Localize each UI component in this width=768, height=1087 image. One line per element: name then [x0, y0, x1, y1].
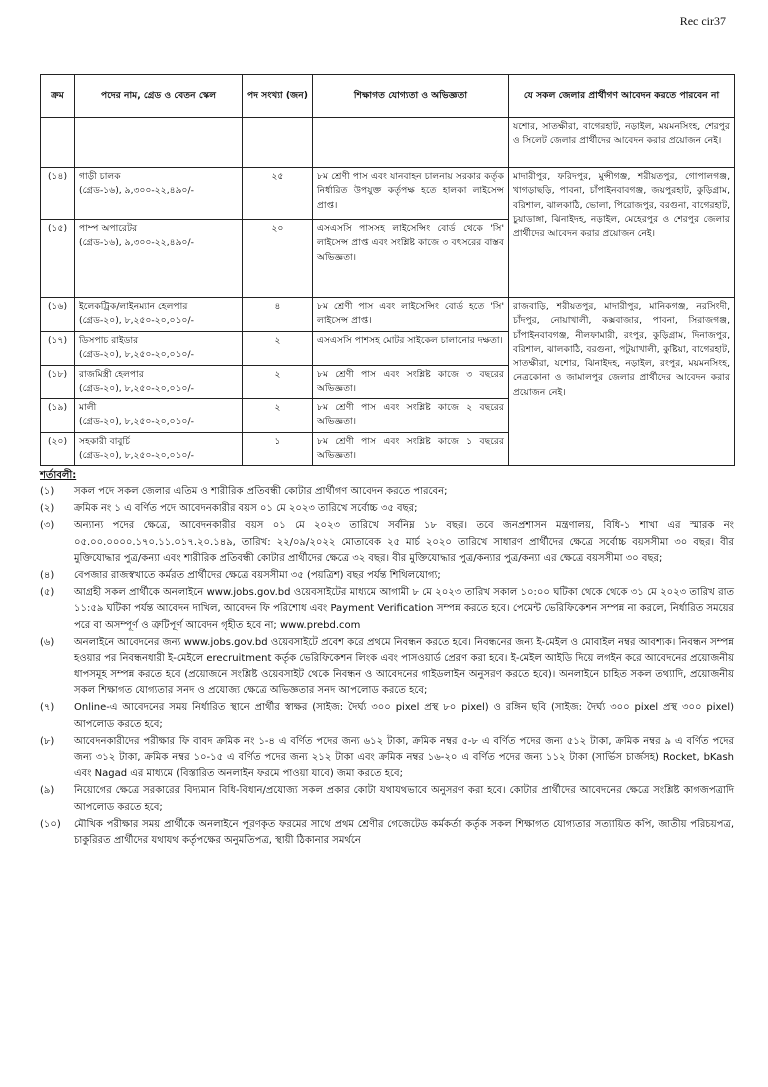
term-text: নিয়োগের ক্ষেত্রে সরকারের বিদ্যমান বিধি-বিধান/প্রযোজ্য সকল প্রকার কোটা যথাযথভাবে অনুসরণ করা হবে। কোটার প্রার্থীদের আবেদনের ক্ষেত্রে সংশ্লিষ্ট কাগজপত্রাদি আপলোড করতে হবে;	[74, 785, 734, 813]
header-count: পদ সংখ্যা (জন)	[243, 75, 313, 118]
term-text: আবেদনকারীদের পরীক্ষার ফি বাবদ ক্রমিক নং ১-৪ এ বর্ণিত পদের জন্য ৬১২ টাকা, ক্রমিক নম্বর ৫-৮ এ বর্ণিত পদের জন্য ৫১২ টাকা, ক্রমিক নম্বর ৯ এ বর্ণিত পদের জন্য ৩১২ টাকা, ক্রমিক নম্বর ১০-১৫ এ বর্ণিত পদের জন্য ২১২ টাকা এবং ক্রমিক নম্বর ১৬-২০ এ বর্ণিত পদের জন্য ১১২ টাকা (সার্ভিস চার্জসহ) Rocket, bKash এবং Nagad এর মাধ্যমে (বিস্তারিত অনলাইন ফরমে পাওয়া যাবে) জমা করতে হবে;	[74, 735, 734, 780]
term-text: মৌখিক পরীক্ষার সময় প্রার্থীকে অনলাইনে পূরণকৃত ফরমের সাথে প্রথম শ্রেণীর গেজেটেড কর্মকর্তা কর্তৃক সকল শিক্ষাগত যোগ্যতার সত্যায়িত কপি, জাতীয় পরিচয়পত্র, চাকুরিরত প্রার্থীদের যথাযথ কর্তৃপক্ষের অনুমতিপত্র, স্থায়ী ঠিকানার সমর্থনে	[74, 818, 734, 846]
cell-count: ২৫	[243, 168, 313, 220]
cell-qualification: ৮ম শ্রেণী পাস এবং সংশ্লিষ্ট কাজে ৩ বছরের অভিজ্ঞতা।	[313, 365, 509, 399]
post-name: ডিসপাচ রাইডার	[79, 335, 139, 346]
cell-empty	[313, 118, 509, 168]
cell-qualification: এসএসসি পাশসহ মোটর সাইকেল চালানোর দক্ষতা।	[313, 332, 509, 366]
term-text: অনলাইনে আবেদনের জন্য www.jobs.gov.bd ওয়েবসাইটে প্রবেশ করে প্রথমে নিবন্ধন করতে হবে। নিবন্ধনের জন্য ই-মেইল ও মোবাইল নম্বর আবশ্যক। নিবন্ধন সম্পন্ন হওয়ার পর নিবন্ধনধারী ই-মেইলে erecruitment কর্তৃক ভেরিফিকেশন লিংক এবং পাসওয়ার্ড প্রেরণ করা হবে। ই-মেইল আইডি দিয়ে লগইন করে আবেদনের প্রয়োজনীয় ধাপসমূহ সম্পন্ন করতে হবে (প্রয়োজনে সংশ্লিষ্ট ওয়েবসাইট থেকে নিবন্ধন ও আবেদনের গাইডলাইন অনুসরণ করতে হবে)। অনলাইনে চাহিত সকল তথ্যাদি, প্রয়োজনীয় সকল শিক্ষাগত যোগ্যতার সনদ ও প্রযোজ্য ক্ষেত্রে অভিজ্ঞতার সনদ আপলোড করতে হবে;	[74, 636, 734, 697]
terms-title: শর্তাবলী:	[40, 470, 77, 481]
term-text: বেপজার রাজস্বখাতে কর্মরত প্রার্থীদের ক্ষেত্রে বয়সসীমা ৩৫ (পয়ত্রিশ) বছর পর্যন্ত শিথিলযোগ্য;	[74, 569, 441, 581]
term-item	[40, 734, 734, 783]
term-text: সকল পদে সকল জেলার এতিম ও শারীরিক প্রতিবন্ধী কোটার প্রার্থীগণ আবেদন করতে পারবেন;	[74, 486, 448, 497]
cell-count: ২	[243, 399, 313, 433]
term-item	[40, 501, 734, 517]
cell-post	[75, 298, 243, 332]
post-name: পাম্প অপারেটর	[79, 223, 138, 234]
table-row	[41, 168, 735, 220]
cell-serial: (১৭)	[41, 332, 75, 366]
header-post: পদের নাম, গ্রেড ও বেতন স্কেল	[75, 75, 243, 118]
post-pay-scale: (গ্রেড-২০), ৮,২৫০-২০,০১০/-	[79, 416, 194, 428]
term-text: Online-এ আবেদনের সময় নির্ধারিত স্থানে প্রার্থীর স্বাক্ষর (সাইজ: দৈর্ঘ্য ৩০০ pixel প্রস্থ ৮০ pixel) ও রঙ্গিন ছবি (সাইজ: দৈর্ঘ্য ৩০০ pixel প্রস্থ ৩০০ pixel) আপলোড করতে হবে;	[74, 702, 734, 730]
cell-count: ২	[243, 365, 313, 399]
cell-empty	[75, 118, 243, 168]
term-number: (১)	[40, 486, 55, 497]
document-reference: Rec cir37	[679, 14, 726, 28]
cell-count: ৪	[243, 298, 313, 332]
term-item	[40, 700, 734, 732]
cell-serial: (১৫)	[41, 220, 75, 298]
cell-post	[75, 168, 243, 220]
term-number: (৮)	[40, 735, 55, 747]
post-pay-scale: (গ্রেড-১৬), ৯,৩০০-২২,৪৯০/-	[79, 185, 194, 197]
cell-qualification: ৮ম শ্রেণী পাস এবং সংশ্লিষ্ট কাজে ১ বছরের অভিজ্ঞতা।	[313, 432, 509, 466]
term-text: আগ্রহী সকল প্রার্থীকে অনলাইনে www.jobs.gov.bd ওয়েবসাইটের মাধ্যমে আগামী ৮ মে ২০২৩ তারিখ সকাল ১০:০০ ঘটিকা থেকে থেকে ৩১ মে ২০২৩ তারিখ রাত ১১:৫৯ ঘটিকা পর্যন্ত আবেদন দাখিল, আবেদন ফি পরিশোধ এবং Payment Verification সম্পন্ন করতে হবে। পেমেন্ট ভেরিফিকেশন সম্পন্ন না করলে, নির্ধারিত সময়ের পরে বা অসম্পূর্ণ ও ত্রুটিপূর্ণ আবেদন গৃহীত হবে না; www.prebd.com	[74, 587, 734, 631]
cell-post	[75, 332, 243, 366]
cell-serial: (১৯)	[41, 399, 75, 433]
cell-count: ১	[243, 432, 313, 466]
post-pay-scale: (গ্রেড-২০), ৮,২৫০-২০,০১০/-	[79, 382, 194, 394]
cell-serial: (২০)	[41, 432, 75, 466]
cell-serial: (১৮)	[41, 365, 75, 399]
post-name: রাজমিস্ত্রী হেলপার	[79, 368, 144, 380]
term-text: ক্রমিক নং ১ এ বর্ণিত পদে আবেদনকারীর বয়স ০১ মে ২০২৩ তারিখে সর্বোচ্চ ৩৫ বছর;	[74, 503, 418, 515]
term-number: (৯)	[40, 785, 55, 797]
cell-districts-group-1: মাদারীপুর, ফরিদপুর, মুন্সীগঞ্জ, শরীয়তপুর, গোপালগঞ্জ, খাগড়াছড়ি, পাবনা, চাঁপাইনবাবগঞ্জ, জয়পুরহাট, কুড়িগ্রাম, বরিশাল, ঝালকাঠি, ভোলা, পিরোজপুর, বরগুনা, বাগেরহাট, চুয়াডাঙ্গা, ঝিনাইদহ, নড়াইল, মেহেরপুর ও শেরপুর জেলার প্রার্থীদের আবেদন করার প্রয়োজন নেই।	[509, 168, 735, 298]
post-name: সহকারী বাবুর্চি	[79, 435, 131, 447]
header-qualification: শিক্ষাগত যোগ্যতা ও অভিজ্ঞতা	[313, 75, 509, 118]
table-row	[41, 118, 735, 168]
term-item	[40, 817, 734, 849]
term-item	[40, 568, 734, 584]
post-name: মালী	[79, 402, 97, 413]
cell-post	[75, 432, 243, 466]
term-item	[40, 635, 734, 700]
cell-empty	[243, 118, 313, 168]
cell-serial: (১৬)	[41, 298, 75, 332]
cell-count: ২	[243, 332, 313, 366]
term-number: (৪)	[40, 569, 55, 581]
cell-qualification: ৮ম শ্রেণী পাস এবং লাইসেন্সিং বোর্ড হতে 'সি' লাইসেন্স প্রাপ্ত।	[313, 298, 509, 332]
table-header-row	[41, 75, 735, 118]
cell-count: ২০	[243, 220, 313, 298]
post-pay-scale: (গ্রেড-২০), ৮,২৫০-২০,০১০/-	[79, 315, 194, 327]
post-pay-scale: (গ্রেড-১৬), ৯,৩০০-২২,৪৯০/-	[79, 237, 194, 249]
cell-post	[75, 365, 243, 399]
header-districts: যে সকল জেলার প্রার্থীগণ আবেদন করতে পারবেন না	[509, 75, 735, 118]
cell-serial: (১৪)	[41, 168, 75, 220]
post-pay-scale: (গ্রেড-২০), ৮,২৫০-২০,০১০/-	[79, 449, 194, 461]
cell-post	[75, 399, 243, 433]
job-table	[40, 74, 735, 466]
cell-post	[75, 220, 243, 298]
terms-list	[40, 484, 734, 850]
post-name: ইলেকট্রিক/লাইনম্যান হেলপার	[79, 301, 188, 312]
header-serial: ক্রম	[41, 75, 75, 118]
term-number: (২)	[40, 503, 55, 515]
term-item	[40, 484, 734, 500]
term-number: (১০)	[40, 818, 61, 830]
term-text: অন্যান্য পদের ক্ষেত্রে, আবেদনকারীর বয়স ০১ মে ২০২৩ তারিখে সর্বনিম্ন ১৮ বছর। তবে জনপ্রশাসন মন্ত্রণালয়, বিধি-১ শাখা এর স্মারক নং ০৫.০০.০০০০.১৭০.১১.০১৭.২০.১৪৯, তারিখ: ২২/০৯/২০২২ মোতাবেক ২৫ মার্চ ২০২০ তারিখে সাধারণ প্রার্থীদের ক্ষেত্রে সর্বোচ্চ বয়সসীমা ৩০ বছর। বীর মুক্তিযোদ্ধার পুত্র/কন্যা এবং শারীরিক প্রতিবন্ধী কোটার প্রার্থীদের ক্ষেত্রে ৩২ বছর। বীর মুক্তিযোদ্ধার পুত্র/কন্যার পুত্র/কন্যা এর ক্ষেত্রে বয়সসীমা ৩০ বছর;	[74, 520, 734, 564]
cell-qualification: এসএসসি পাসসহ লাইসেন্সিং বোর্ড থেকে 'সি' লাইসেন্স প্রাপ্ত এবং সংশ্লিষ্ট কাজে ৩ বৎসরের বাস্তব অভিজ্ঞতা।	[313, 220, 509, 298]
cell-qualification: ৮ম শ্রেণী পাস এবং সংশ্লিষ্ট কাজে ২ বছরের অভিজ্ঞতা।	[313, 399, 509, 433]
cell-districts-continued: যশোর, সাতক্ষীরা, বাগেরহাট, নড়াইল, ময়মনসিংহ, শেরপুর ও সিলেট জেলার প্রার্থীদের আবেদন করার প্রয়োজন নেই।	[509, 118, 735, 168]
post-name: গাড়ী চালক	[79, 171, 121, 182]
cell-districts-group-2: রাজবাড়ি, শরীয়তপুর, মাদারীপুর, মানিকগঞ্জ, নরসিংদী, চাঁদপুর, নোয়াখালী, কক্সবাজার, পাবনা, সিরাজগঞ্জ, চাঁপাইনবাবগঞ্জ, নীলফামারী, রংপুর, কুড়িগ্রাম, দিনাজপুর, বরিশাল, ঝালকাঠি, বরগুনা, পটুয়াখালী, কুষ্টিয়া, বাগেরহাট, সাতক্ষীরা, যশোর, ঝিনাইদহ, নড়াইল, রংপুর, ময়মনসিংহ, নেত্রকোনা ও জামালপুর জেলার প্রার্থীদের আবেদন করার প্রয়োজন নেই।	[509, 298, 735, 466]
table-row	[41, 298, 735, 332]
post-pay-scale: (গ্রেড-২০), ৮,২৫০-২০,০১০/-	[79, 349, 194, 361]
cell-qualification: ৮ম শ্রেণী পাস এবং যানবাহন চালনায় সরকার কর্তৃক নির্ধারিত উপযুক্ত কর্তৃপক্ষ হতে হালকা লাইসেন্স প্রাপ্ত।	[313, 168, 509, 220]
term-number: (৩)	[40, 520, 55, 532]
term-number: (৬)	[40, 636, 55, 648]
term-number: (৫)	[40, 587, 55, 599]
term-number: (৭)	[40, 702, 55, 714]
term-item	[40, 585, 734, 634]
term-item	[40, 518, 734, 567]
term-item	[40, 783, 734, 815]
cell-empty	[41, 118, 75, 168]
